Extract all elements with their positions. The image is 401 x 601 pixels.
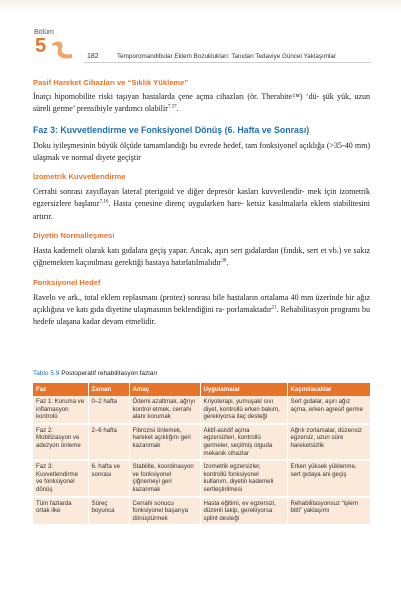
- table-cell: Süreç boyunca: [88, 497, 129, 526]
- table-cell: Erken yüksek yüklenme, sert gıdaya ani geçiş: [287, 460, 370, 496]
- column-header: Uygulamalar: [200, 383, 287, 396]
- table-cell: İzometrik egzersizler, kontrollü fonksiyonel kullanım, diyetin kademeli sertleştirilmesi: [200, 460, 287, 496]
- paragraph-diyet: Hasta kademeli olarak katı gıdalara geçiş yapar. Ancak, aşırı sert gıdalardan (fındık, sert et vb.) ve sakız çiğnemekten kaçınılması gerektiği hastaya hatırlatılmalıdır$^{38}$.: [33, 246, 370, 268]
- section-heading-pasif: Pasif Hareket Cihazları ve “Sıklık Yükleme”: [33, 78, 189, 87]
- table-cell: Cerrahi sonucu fonksiyonel başarıya dönüştürmek: [129, 497, 200, 526]
- rehabilitation-table: [33, 383, 371, 526]
- table-cell: Aktif-asistif açma egzersizleri, kontrollü germeler, seçilmiş olguda mekanik cihazlar: [200, 424, 287, 460]
- table-row: [33, 396, 370, 424]
- table-caption-text: Postoperatif rehabilitasyon fazları: [61, 370, 158, 377]
- table-cell: Rehabilitasyonsuz “işlem bitti” yaklaşımı: [287, 497, 370, 526]
- table-cell: Ödemi azaltmak, ağrıyı kontrol etmek, cerrahi alanı korumak: [129, 396, 200, 424]
- column-header: Kaçınılacaklar: [287, 383, 370, 396]
- table-cell: Tüm fazlarda ortak ilke: [33, 497, 88, 526]
- table-row: [33, 460, 370, 496]
- table-cell: 2–6 hafta: [88, 424, 129, 460]
- table-caption-label: Tablo 5.9: [33, 370, 60, 377]
- table-cell: Stabilite, koordinasyon ve fonksiyonel çiğnemeyi geri kazanmak: [129, 460, 200, 496]
- table-cell: Fibrozisi önlemek, hareket açıklığını geri kazanmak: [129, 424, 200, 460]
- header-divider: [84, 62, 371, 63]
- paragraph-faz3: Doku iyileşmesinin büyük ölçüde tamamlandığı bu evrede hedef, tam fonksiyonel açıklığa (>35-40 mm) ulaşmak ve normal diyete geçiştir: [33, 140, 370, 162]
- table-cell: Faz 3: Kuvvetlendirme ve fonksiyonel dönüş: [33, 460, 88, 496]
- table-cell: Faz 1: Koruma ve inflamasyon kontrolü: [33, 396, 88, 424]
- chapter-arrow-icon: [50, 40, 76, 60]
- column-header: Amaç: [129, 383, 200, 396]
- table-cell: Hasta eğitimi, ev egzersizi, düzenli takip, gerekiyorsa splint desteği: [200, 497, 287, 526]
- section-heading-fonksiyonel: Fonksiyonel Hedef: [33, 277, 101, 287]
- table-cell: Sert gıdalar, aşırı ağız açma, erken agresif germe: [287, 396, 370, 424]
- page-top-band: [0, 0, 401, 12]
- table-caption: [33, 370, 157, 377]
- chapter-number: 5: [35, 35, 47, 57]
- column-header: Faz: [33, 383, 88, 396]
- page-body: [33, 78, 370, 329]
- table-row: [33, 497, 370, 526]
- paragraph-izometrik: Cerrahi sonrası zayıflayan lateral pterigoid ve diğer depresör kasları kuvvetlendir- mek için izometrik egzersizlere başlanır$^{7,16}$. Hasta çenesine direnç uygularken hare- ketsiz kasılmalarla eklem stabilitesini artırır.: [33, 187, 370, 221]
- paragraph-fonksiyonel: Ravelo ve ark., total eklem replasmanı (protez) sonrası bile hastaların ortalama 40 mm üzerinde bir ağız açıklığına ve katı gıda diyetine ulaşmasının beklendiğini ra- porlamaktadır$^{21}$. Rehabilitasyon programı bu hedefe ulaşana kadar devam etmelidir.: [33, 292, 370, 327]
- table-cell: Kriyoterapi, yumuşak/ sıvı diyet, kontrollü erken bakım, gerekiyorsa ilaç desteği: [200, 396, 287, 424]
- page-number: 182: [87, 53, 99, 60]
- table-cell: Faz 2: Mobilizasyon ve adezyon önleme: [33, 424, 88, 460]
- table-cell: 0–2 hafta: [88, 396, 129, 424]
- column-header: Zaman: [88, 383, 129, 396]
- table-row: [33, 424, 370, 460]
- section-heading-faz3: Faz 3: Kuvvetlendirme ve Fonksiyonel Dönüş (6. Hafta ve Sonrası): [33, 124, 310, 135]
- table-cell: 6. hafta ve sonrası: [88, 460, 129, 496]
- paragraph-pasif: İnatçı hipomobilite riski taşıyan hastalarda çene açma cihazları (ör. Therabite™) ‘dü- şük yük, uzun süreli germe’ prensibiyle yardımcı olabilir$^{7,37}$.: [33, 92, 370, 114]
- table-cell: Ağrılı zorlamalar, düzensiz egzersiz, uzun süre hareketsizlik: [287, 424, 370, 460]
- section-heading-izometrik: İzometrik Kuvvetlendirme: [33, 172, 126, 182]
- section-heading-diyet: Diyetin Normalleşmesi: [33, 231, 115, 241]
- running-header: Temporomandibular Eklem Bozuklukları: Tanıdan Tedaviye Güncel Yaklaşımlar: [117, 53, 336, 60]
- chapter-label: Bölüm: [34, 29, 54, 36]
- table-header-row: [33, 383, 370, 396]
